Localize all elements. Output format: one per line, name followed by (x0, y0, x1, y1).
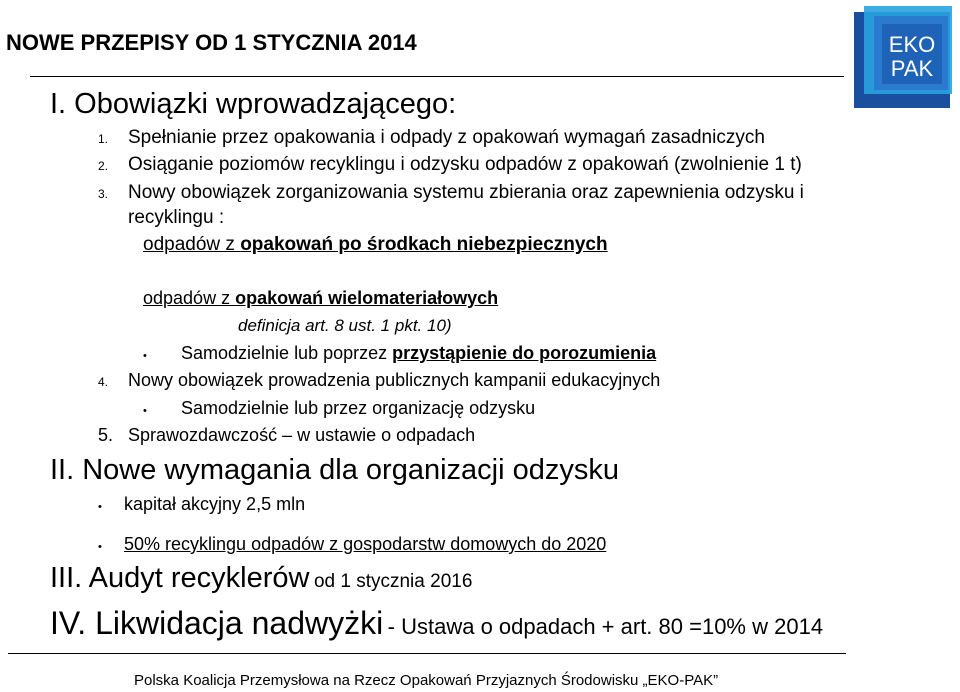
bullet-recycling-target: • 50% recyklingu odpadów z gospodarstw domowych do 2020 (98, 534, 607, 554)
list-item-4: 4. Nowy obowiązek prowadzenia publicznych kampanii edukacyjnych (98, 370, 661, 390)
bottom-divider (8, 653, 846, 654)
list-item-2: 2. Osiąganie poziomów recyklingu i odzysku odpadów z opakowań (zwolnienie 1 t) (98, 154, 802, 175)
bullet-agreement: • Samodzielnie lub poprzez przystąpienie do porozumienia (143, 343, 657, 363)
eko-pak-logo-icon (848, 2, 956, 110)
logo-line2: PAK (890, 56, 934, 81)
section1-heading: I. Obowiązki wprowadzającego: (50, 88, 457, 120)
page-title: NOWE PRZEPISY OD 1 STYCZNIA 2014 (6, 30, 417, 55)
list-item-1: 1. Spełnianie przez opakowania i odpady z opakowań wymagań zasadniczych (98, 127, 765, 148)
list-item-3: 3. Nowy obowiązek zorganizowania systemu zbierania oraz zapewnienia odzysku i (98, 182, 804, 203)
section2-heading: II. Nowe wymagania dla organizacji odzysku (50, 454, 619, 486)
section4-heading: IV. Likwidacja nadwyżki - Ustawa o odpadach + art. 80 =10% w 2014 (50, 605, 824, 641)
list-item-5: 5. Sprawozdawczość – w ustawie o odpadach (98, 425, 476, 445)
definition-note: definicja art. 8 ust. 1 pkt. 10) (238, 316, 452, 335)
sub-item-hazardous: odpadów z opakowań po środkach niebezpiecznych (143, 234, 608, 255)
sub-item-multimaterial: odpadów z opakowań wielomateriałowych (143, 288, 499, 308)
logo-line1: EKO (888, 32, 936, 57)
top-divider (30, 76, 844, 77)
bullet-capital: • kapitał akcyjny 2,5 mln (98, 494, 306, 514)
section3-heading: III. Audyt recyklerów od 1 stycznia 2016 (50, 562, 473, 594)
bullet-recovery-org: • Samodzielnie lub przez organizację odzysku (143, 398, 536, 418)
list-item-3-cont: recyklingu : (128, 207, 225, 228)
footer-text: Polska Koalicja Przemysłowa na Rzecz Opakowań Przyjaznych Środowisku „EKO-PAK” (134, 672, 719, 689)
